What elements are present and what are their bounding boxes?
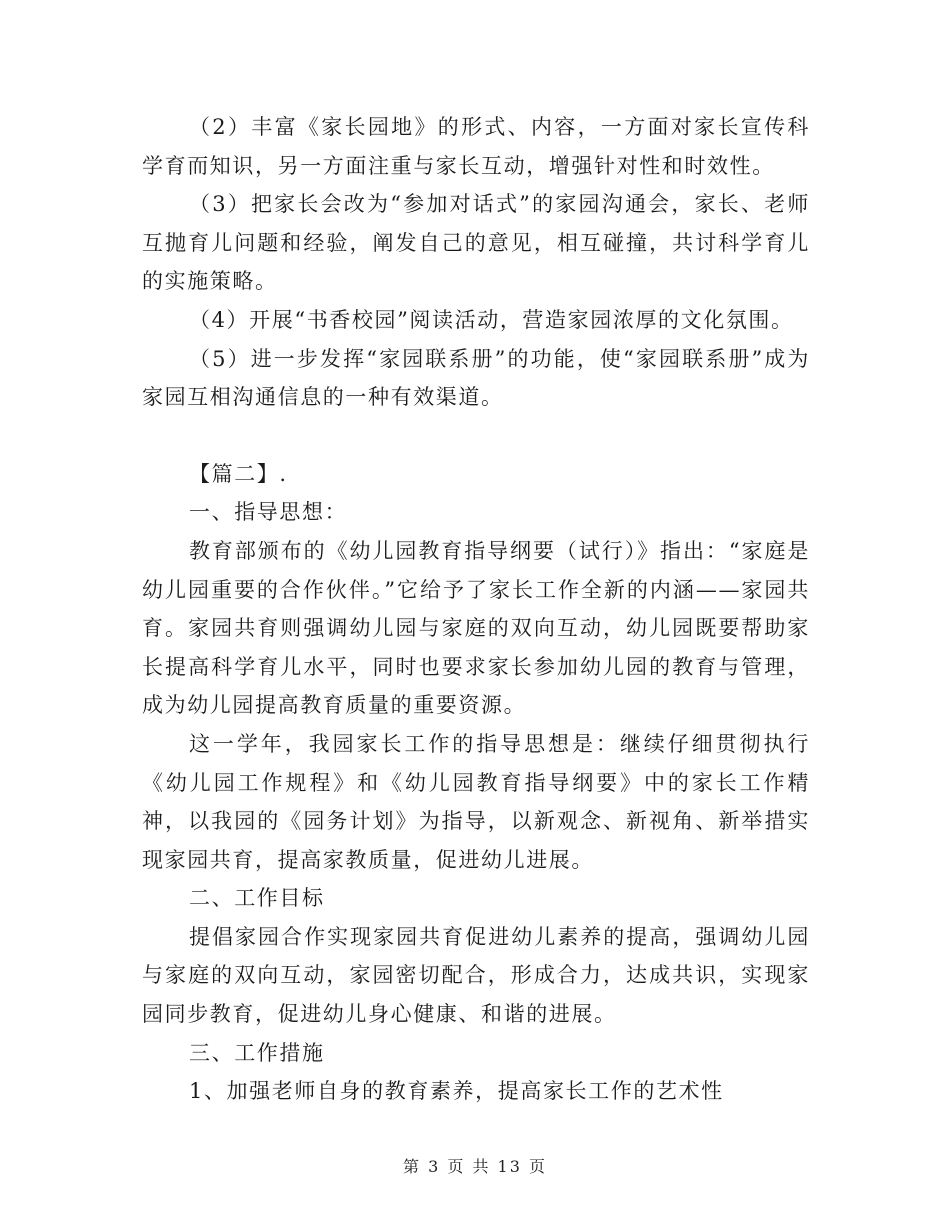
section-spacer: [142, 417, 810, 455]
paragraph-item-4: （4）开展“书香校园”阅读活动，营造家园浓厚的文化氛围。: [189, 307, 794, 332]
document-body: [142, 108, 810, 1111]
paragraph-item-3: （3）把家长会改为“参加对话式”的家园沟通会，家长、老师互抛育儿问题和经验，阐发自己的意见，相互碰撞，共讨科学育儿的实施策略。: [142, 192, 810, 294]
page-number-footer: 第 3 页 共 13 页: [403, 1157, 547, 1176]
heading-work-measures: 三、工作措施: [189, 1040, 325, 1065]
heading-guiding-thought: 一、指导思想：: [189, 500, 348, 525]
paragraph-guiding-1: 教育部颁布的《幼儿园教育指导纲要（试行）》指出：“家庭是幼儿园重要的合作伙伴。”它给予了家长工作全新的内涵——家园共育。家园共育则强调幼儿园与家庭的双向互动，幼儿园既要帮助家长提高科学育儿水平，同时也要求家长参加幼儿园的教育与管理，成为幼儿园提高教育质量的重要资源。: [142, 538, 810, 718]
paragraph-work-goal: 提倡家园合作实现家园共育促进幼儿素养的提高，强调幼儿园与家庭的双向互动，家园密切配合，形成合力，达成共识，实现家园同步教育，促进幼儿身心健康、和谐的进展。: [142, 924, 810, 1027]
paragraph-guiding-2: 这一学年，我园家长工作的指导思想是：继续仔细贯彻执行《幼儿园工作规程》和《幼儿园教育指导纲要》中的家长工作精神，以我园的《园务计划》为指导，以新观念、新视角、新举措实现家园共育，提高家教质量，促进幼儿进展。: [142, 731, 810, 872]
paragraph-item-2: （2）丰富《家长园地》的形式、内容，一方面对家长宣传科学育而知识，另一方面注重与家长互动，增强针对性和时效性。: [142, 115, 810, 178]
paragraph-item-5: （5）进一步发挥“家园联系册”的功能，使“家园联系册”成为家园互相沟通信息的一种有效渠道。: [142, 346, 810, 410]
heading-work-goal: 二、工作目标: [189, 886, 325, 911]
section-title: 【篇二】.: [189, 461, 288, 486]
measure-item-1: 1、加强老师自身的教育素养，提高家长工作的艺术性: [189, 1079, 724, 1104]
